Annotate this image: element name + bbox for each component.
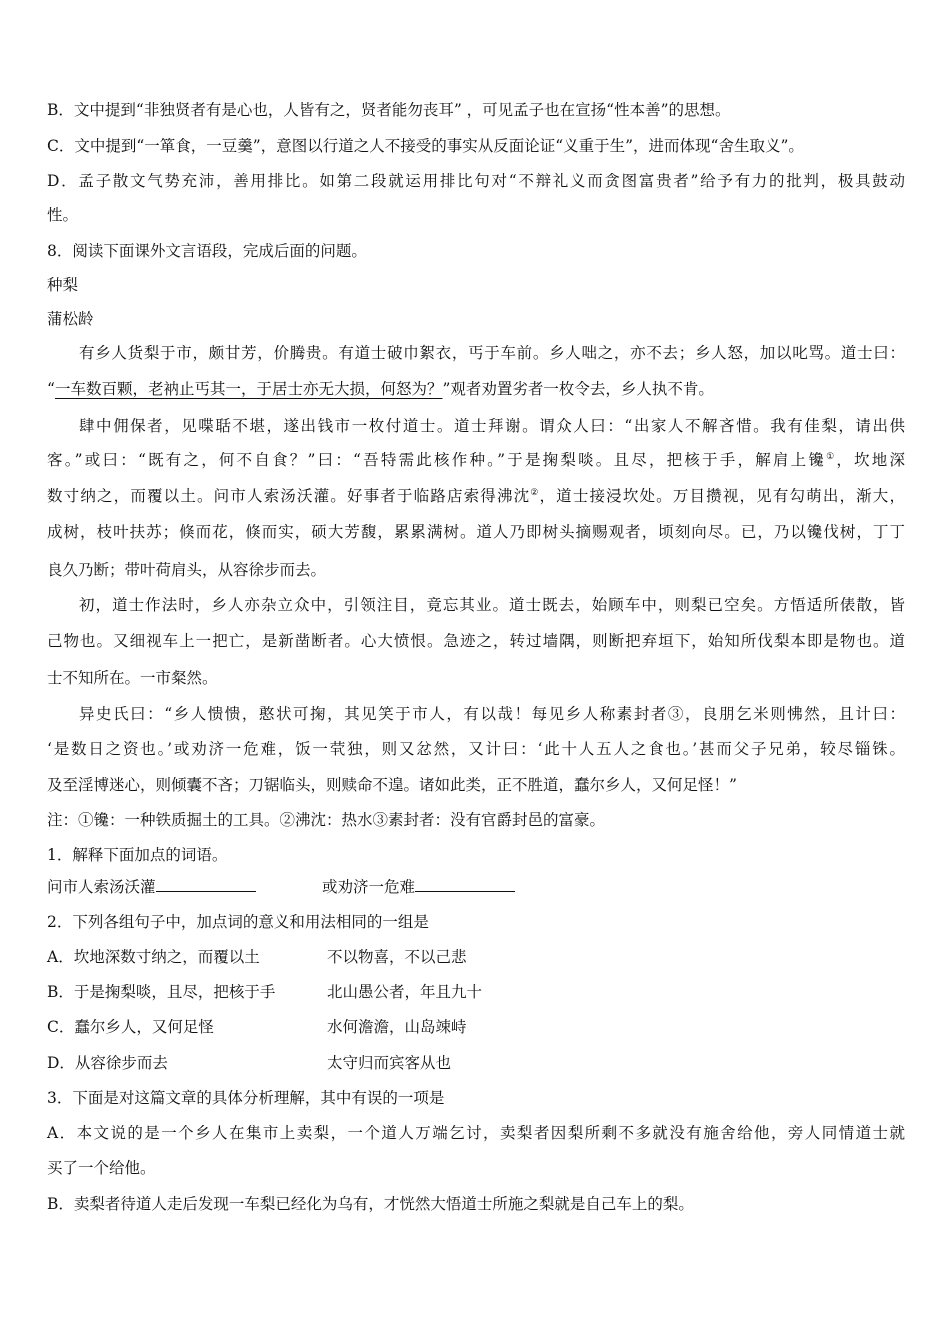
p4-line3: 及至淫博迷心，则倾囊不吝；刀锯临头，则赎命不遑。诸如此类，正不胜道，蠢尔乡人，又何足怪！” xyxy=(47,776,737,794)
q1-item2-text: 或劝济一危难 xyxy=(322,878,416,896)
footnotes: 注：①镵：一种铁质掘土的工具。②沸沈：热水③素封者：没有官爵封邑的富豪。 xyxy=(47,811,606,829)
p1-line2 xyxy=(47,379,714,399)
passage-author: 蒲松龄 xyxy=(47,310,94,328)
q2-option-c-right: 水何澹澹，山岛竦峙 xyxy=(327,1018,467,1036)
option-d-line1: D．孟子散文气势充沛，善用排比。如第二段就运用排比句对“不辩礼义而贪图富贵者”给予有力的批判，极具鼓动 xyxy=(47,172,905,190)
q3-prompt: 3．下面是对这篇文章的具体分析理解，其中有误的一项是 xyxy=(47,1089,445,1107)
option-d-line2: 性。 xyxy=(47,206,79,224)
underlined-sentence: 一车数百颗，老衲止丐其一，于居士亦无大损，何怒为？ xyxy=(54,380,443,398)
q3-option-a-line2: 买了一个给他。 xyxy=(47,1159,156,1177)
question-8-prompt: 8．阅读下面课外文言语段，完成后面的问题。 xyxy=(47,242,367,260)
answer-blank-2[interactable] xyxy=(415,877,515,892)
q2-option-d-right: 太守归而宾客从也 xyxy=(327,1054,452,1072)
q3-option-b: B．卖梨者待道人走后发现一车梨已经化为乌有，才恍然大悟道士所施之梨就是自己车上的梨。 xyxy=(47,1195,694,1213)
p2-line2 xyxy=(47,450,905,470)
q2-prompt: 2．下列各组句子中，加点词的意义和用法相同的一组是 xyxy=(47,913,429,931)
p3-line2: 己物也。又细视车上一把亡，是新凿断者。心大愤恨。急迹之，转过墙隅，则断把弃垣下，始知所伐梨本即是物也。道 xyxy=(47,632,905,650)
q2-option-d-left: D．从容徐步而去 xyxy=(47,1054,168,1072)
p2-line3 xyxy=(47,486,905,506)
p3-line1: 初，道士作法时，乡人亦杂立众中，引领注目，竟忘其业。道士既去，始顾车中，则梨已空矣。方悟适所俵散，皆 xyxy=(79,596,905,614)
q2-option-a-right: 不以物喜，不以己悲 xyxy=(327,948,467,966)
q2-option-c-left: C．蠢尔乡人，又何足怪 xyxy=(47,1018,214,1036)
p4-line2: ‘是数日之资也。’或劝济一危难，饭一茕独，则又忿然，又计曰：‘此十人五人之食也。’甚而父子兄弟，较尽锱铢。 xyxy=(47,740,905,758)
p2-line4: 成树，枝叶扶苏；倏而花，倏而实，硕大芳馥，累累满树。道人乃即树头摘赐观者，顷刻向尽。已，乃以镵伐树，丁丁 xyxy=(47,523,905,541)
p2-line2-text-b: ，坎地深 xyxy=(836,451,905,469)
q2-option-d xyxy=(47,1053,905,1073)
p3-line3: 士不知所在。一市粲然。 xyxy=(47,669,218,687)
q1-item1-text: 问市人索汤沃灌 xyxy=(47,878,156,896)
q2-option-b xyxy=(47,982,905,1002)
option-c: C．文中提到“一箪食，一豆羹”，意图以行道之人不接受的事实从反面论证“义重于生”，进而体现“舍生取义”。 xyxy=(47,137,804,155)
p1-line1: 有乡人货梨于市，颇甘芳，价腾贵。有道士破巾絮衣，丐于车前。乡人咄之，亦不去；乡人怒，加以叱骂。道士曰： xyxy=(79,344,905,362)
p2-line3-text: 数寸纳之，而覆以土。问市人索汤沃灌。好事者于临路店索得沸沈 xyxy=(47,487,531,505)
q1-item1 xyxy=(47,877,256,897)
footnote-1: ① xyxy=(826,452,837,462)
p2-line5: 良久乃断；带叶荷肩头，从容徐步而去。 xyxy=(47,561,327,579)
option-b: B．文中提到“非独贤者有是心也，人皆有之，贤者能勿丧耳” ，可见孟子也在宣扬“性本善”的思想。 xyxy=(47,101,731,119)
p4-line1: 异史氏曰：“乡人愦愦，憨状可掬，其见笑于市人，有以哉！每见乡人称素封者③，良朋乞米则怫然，且计曰： xyxy=(79,705,905,723)
answer-blank-1[interactable] xyxy=(156,877,256,892)
q3-option-a-line1: A．本文说的是一个乡人在集市上卖梨，一个道人万端乞讨，卖梨者因梨所剩不多就没有施舍给他，旁人同情道士就 xyxy=(47,1124,905,1142)
q2-option-b-right: 北山愚公者，年且九十 xyxy=(327,983,483,1001)
q2-option-a-left: A．坎地深数寸纳之，而覆以土 xyxy=(47,948,260,966)
passage-title: 种梨 xyxy=(47,276,79,294)
q2-option-a xyxy=(47,947,905,967)
q1-prompt: 1．解释下面加点的词语。 xyxy=(47,846,228,864)
q1-item2 xyxy=(322,877,515,897)
q2-option-c xyxy=(47,1017,905,1037)
p2-line2-text: 客。”或曰：“既有之，何不自食？”曰：“吾特需此核作种。”于是掬梨啖。且尽，把核于手，解肩上镵 xyxy=(47,451,827,469)
q2-option-b-left: B．于是掬梨啖，且尽，把核于手 xyxy=(47,983,276,1001)
p1-line2-rest: ”观者劝置劣者一枚令去，乡人执不肯。 xyxy=(442,380,714,398)
p2-line1: 肆中佣保者，见喋聒不堪，遂出钱市一枚付道士。道士拜谢。谓众人曰：“出家人不解吝惜。我有佳梨，请出供 xyxy=(79,417,905,435)
footnote-2: ② xyxy=(530,488,540,498)
p2-line3-text-b: ，道士接浸坎处。万目攒视，见有勾萌出，渐大， xyxy=(539,487,905,505)
quote-open: “ xyxy=(47,380,55,398)
